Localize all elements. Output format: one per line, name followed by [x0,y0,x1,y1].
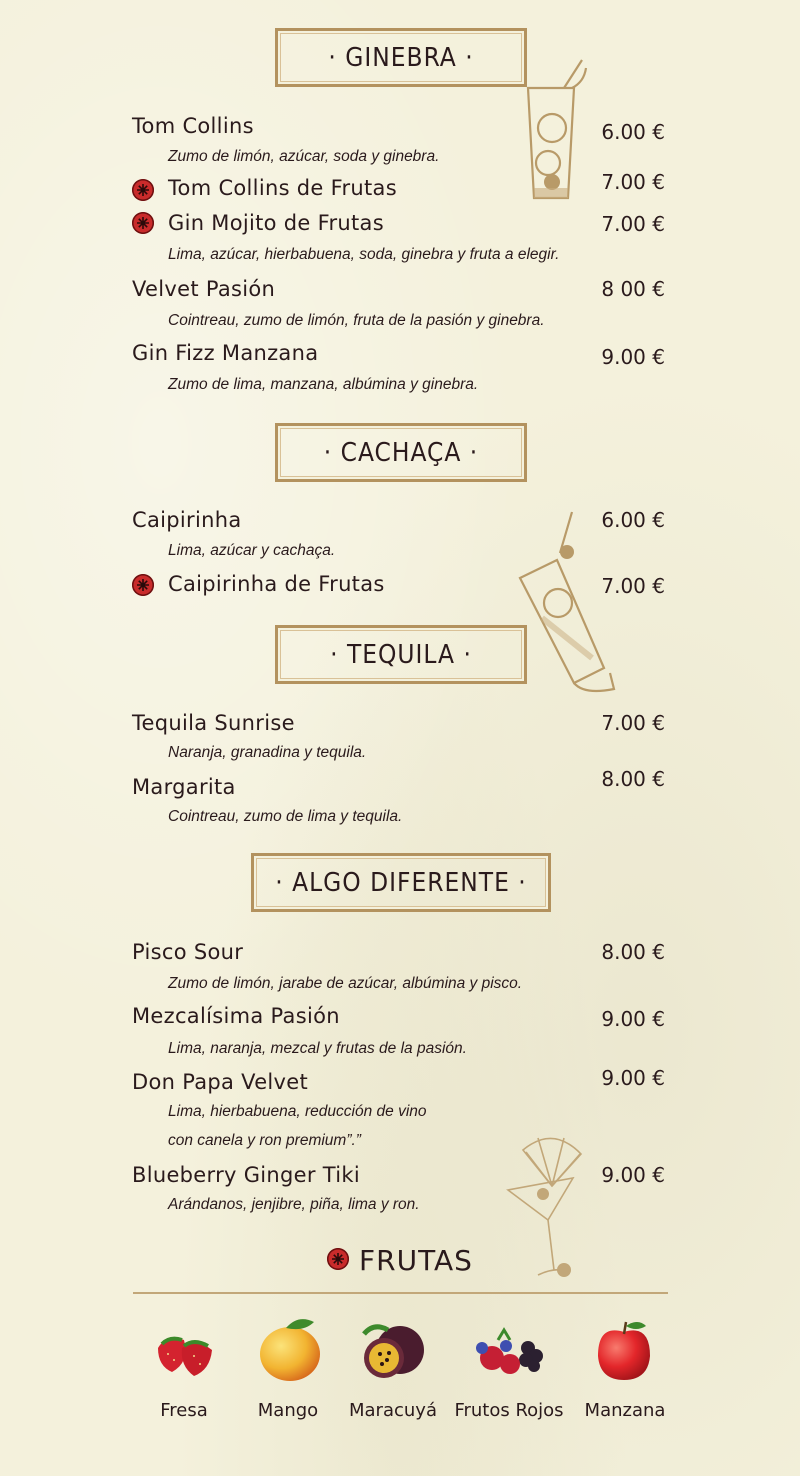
fruit-option-icon [327,1248,349,1270]
item-name-mezcalisima: Mezcalísima Pasión [132,1004,340,1028]
section-title-text: · ALGO DIFERENTE · [275,867,527,898]
item-desc-pisco-sour: Zumo de limón, jarabe de azúcar, albúmina y pisco. [168,975,523,992]
item-price-gin-mojito: 7.00 € [601,212,665,236]
section-title-algo-diferente [251,853,551,912]
item-name-caipirinha: Caipirinha [132,508,242,532]
section-title-ginebra [275,28,527,87]
fruit-label-mango: Mango [257,1400,319,1421]
item-name-blueberry: Blueberry Ginger Tiki [132,1163,361,1187]
fruit-label-fresa: Fresa [160,1400,208,1421]
fruit-option-icon [132,179,154,201]
item-price-caipirinha-frutas: 7.00 € [601,574,665,598]
item-name-pisco-sour: Pisco Sour [132,940,244,964]
item-price-velvet-pasion: 8 00 € [601,277,665,301]
item-desc-velvet-pasion: Cointreau, zumo de limón, fruta de la pasión y ginebra. [168,312,545,329]
item-desc-caipirinha: Lima, azúcar y cachaça. [168,542,336,559]
item-price-caipirinha: 6.00 € [601,508,665,532]
item-desc-blueberry: Arándanos, jenjibre, piña, lima y ron. [168,1196,420,1213]
item-price-tequila-sunrise: 7.00 € [601,711,665,735]
item-name-caipirinha-frutas: Caipirinha de Frutas [168,572,385,596]
item-desc-mezcalisima: Lima, naranja, mezcal y frutas de la pasión. [168,1040,467,1057]
item-price-gin-fizz: 9.00 € [601,345,665,369]
item-name-tequila-sunrise: Tequila Sunrise [132,711,295,735]
tall-glass-illustration [512,508,622,698]
item-desc-don-papa-line1: Lima, hierbabuena, reducción de vino [168,1103,427,1120]
section-title-text: · TEQUILA · [330,639,472,670]
fruit-option-icon [132,574,154,596]
section-title-frutas [0,1244,800,1277]
section-title-text: FRUTAS [359,1244,473,1277]
fruit-option-icon [132,212,154,234]
item-price-don-papa: 9.00 € [601,1066,665,1090]
apple-icon [594,1316,654,1382]
divider [133,1292,668,1294]
item-name-gin-fizz: Gin Fizz Manzana [132,341,319,365]
item-price-pisco-sour: 8.00 € [601,940,665,964]
section-title-cachaca [275,423,527,482]
fruit-label-frutos-rojos: Frutos Rojos [454,1400,564,1421]
item-price-tom-collins: 6.00 € [601,120,665,144]
red-berries-icon [470,1322,550,1382]
fruit-label-manzana: Manzana [584,1400,666,1421]
item-name-tom-collins: Tom Collins [132,114,254,138]
item-name-gin-mojito: Gin Mojito de Frutas [168,211,384,235]
item-desc-tequila-sunrise: Naranja, granadina y tequila. [168,744,367,761]
item-name-tom-collins-frutas: Tom Collins de Frutas [168,176,397,200]
fruit-label-maracuya: Maracuyá [349,1400,437,1421]
item-price-tom-collins-frutas: 7.00 € [601,170,665,194]
item-desc-gin-mojito: Lima, azúcar, hierbabuena, soda, ginebra y fruta a elegir. [168,246,560,263]
item-name-velvet-pasion: Velvet Pasión [132,277,276,301]
item-desc-don-papa-line2: con canela y ron premium”.” [168,1132,361,1149]
passion-fruit-icon [356,1320,428,1382]
item-name-don-papa: Don Papa Velvet [132,1070,309,1094]
item-desc-gin-fizz: Zumo de lima, manzana, albúmina y ginebra. [168,376,479,393]
section-title-tequila [275,625,527,684]
item-price-blueberry: 9.00 € [601,1163,665,1187]
item-desc-margarita: Cointreau, zumo de lima y tequila. [168,808,403,825]
item-price-mezcalisima: 9.00 € [601,1007,665,1031]
section-title-text: · CACHAÇA · [323,437,479,468]
section-title-text: · GINEBRA · [328,42,474,73]
item-price-margarita: 8.00 € [601,767,665,791]
mango-icon [256,1316,324,1384]
strawberry-icon [148,1318,220,1380]
item-name-margarita: Margarita [132,775,236,799]
item-desc-tom-collins: Zumo de limón, azúcar, soda y ginebra. [168,148,440,165]
